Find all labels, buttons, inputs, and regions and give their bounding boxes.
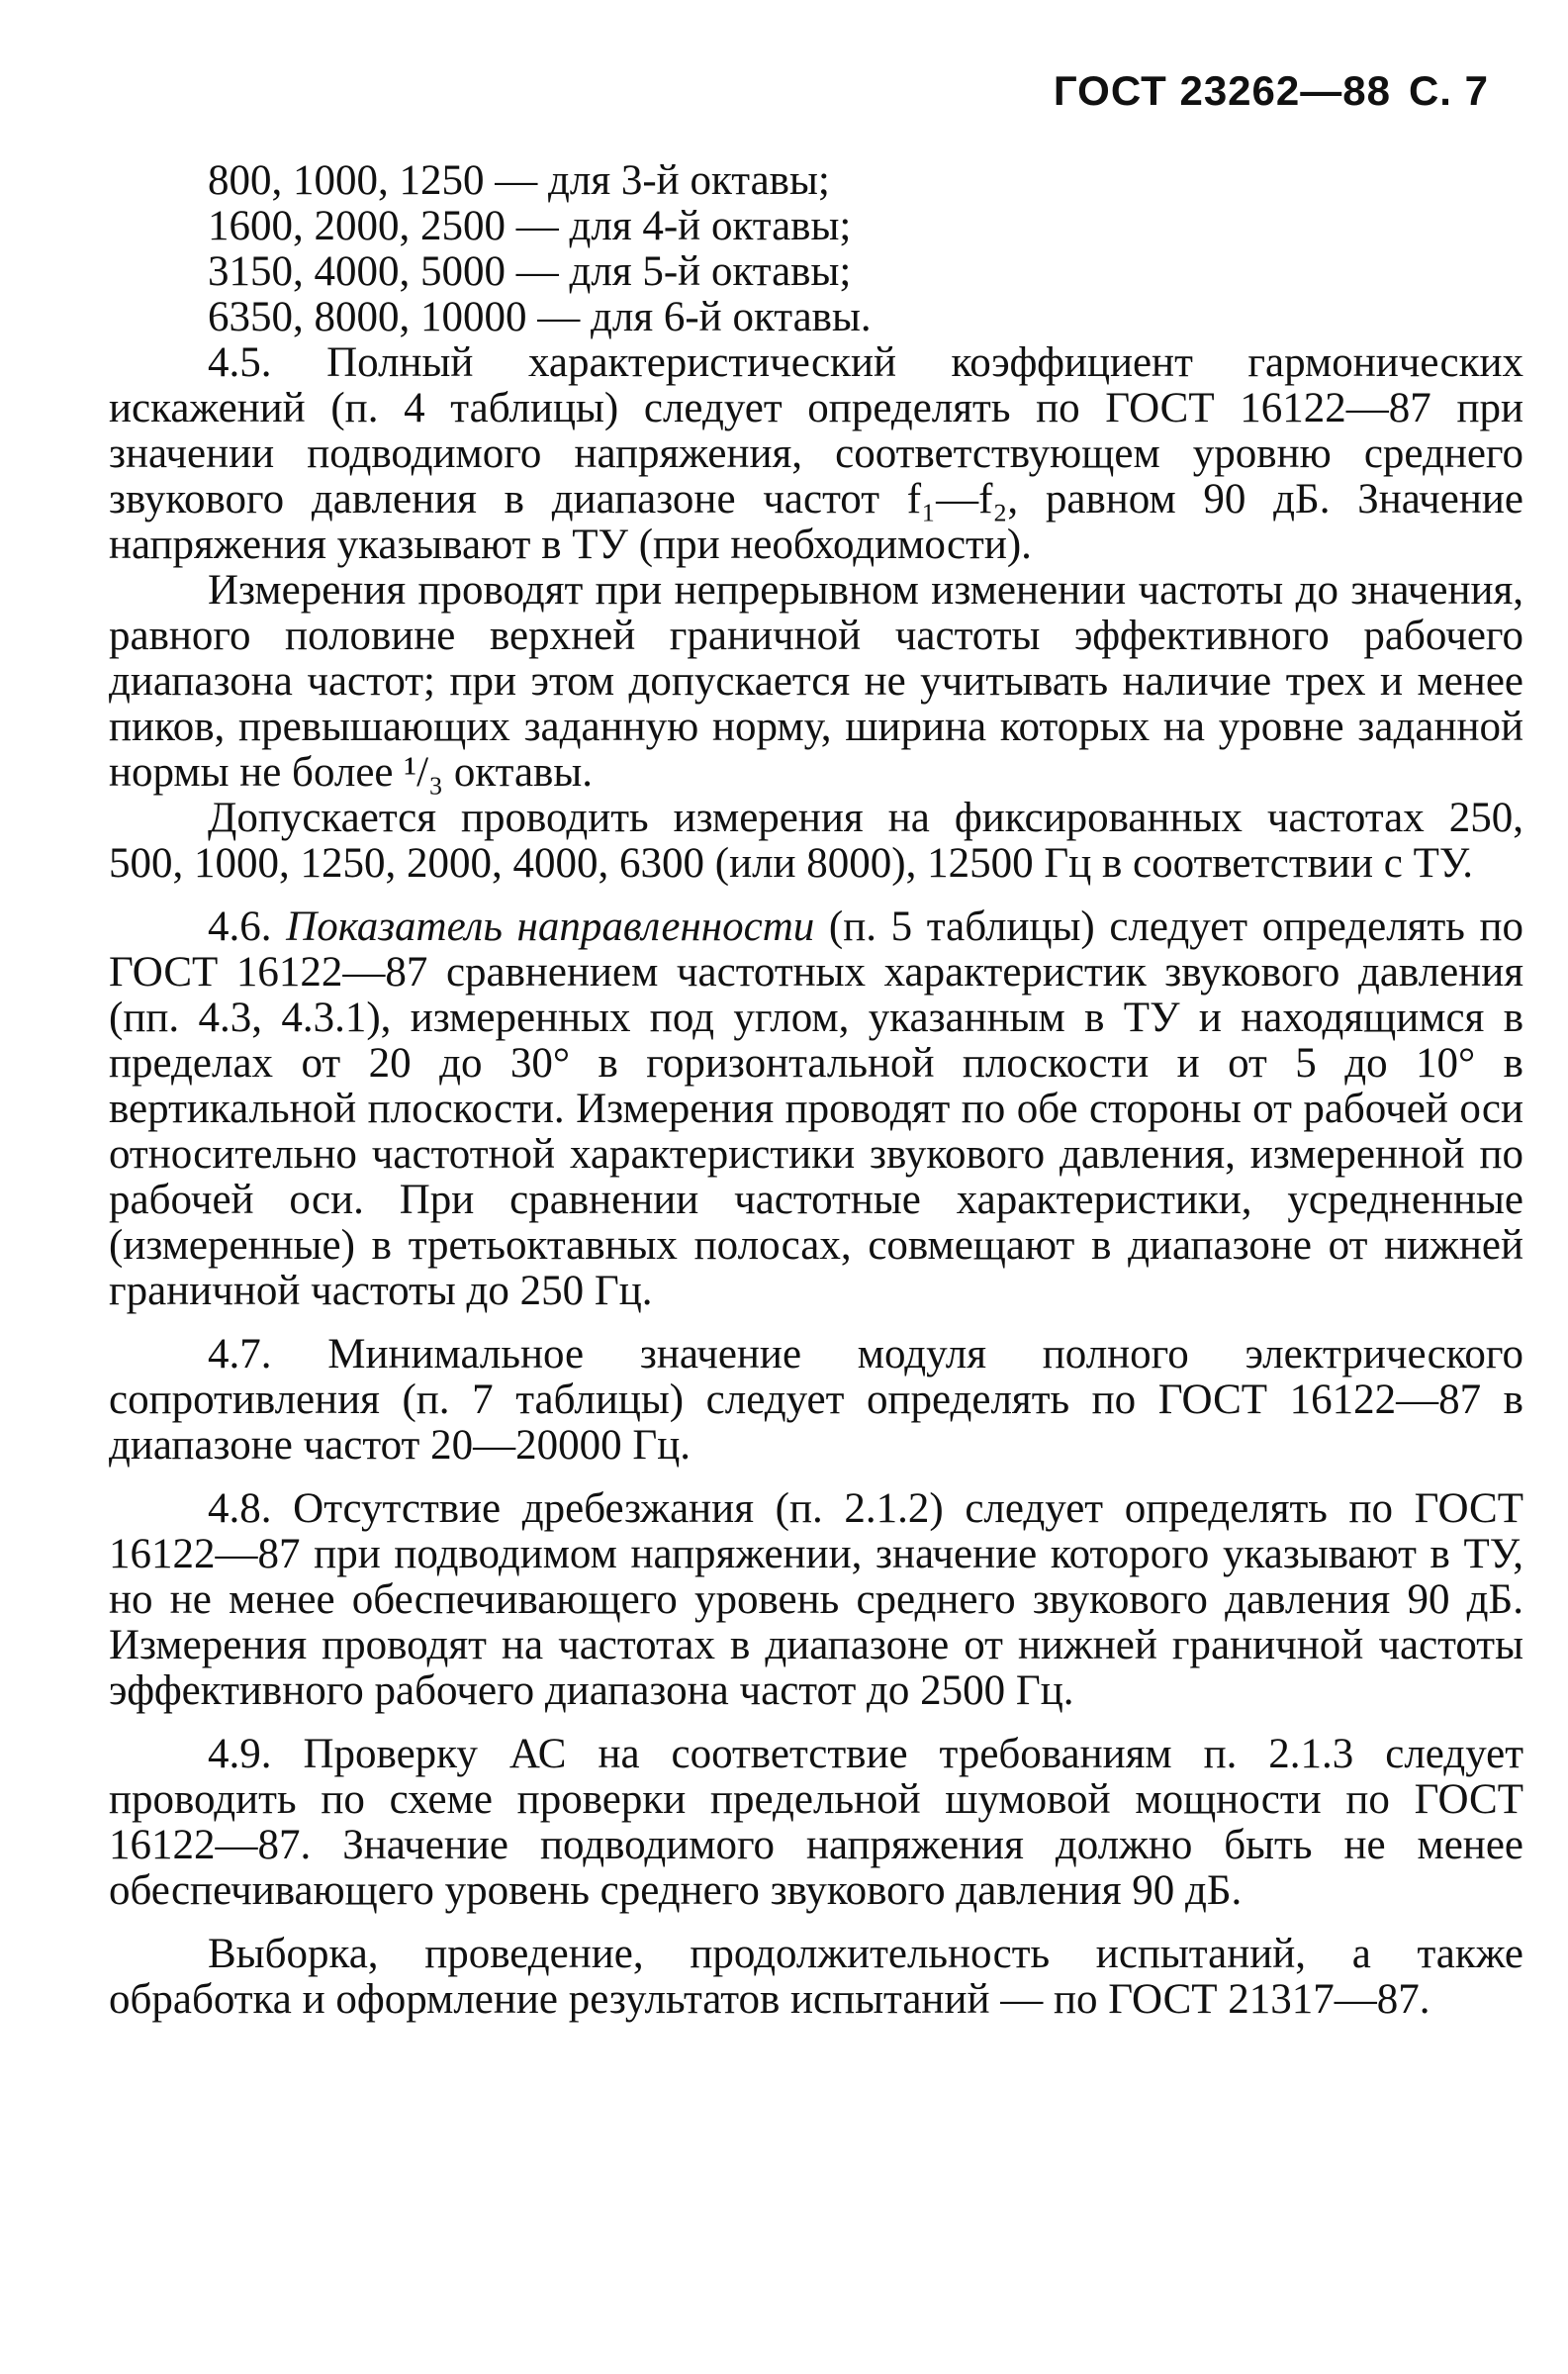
section-number: 4.6. <box>208 903 272 950</box>
section-4-5-text: Полный характеристический коэффициент гармонических искажений (п. 4 таблицы) следует определять по ГОСТ 16122—87 при значении подводимого напряжения, соответствующем уровню среднего звукового давления в диапазоне частот f₁—f₂, равном 90 дБ. Значение напряжения указывают в ТУ (при необходимости). <box>109 339 1523 568</box>
section-4-8: 4.8. Отсутствие дребезжания (п. 2.1.2) следует определять по ГОСТ 16122—87 при подводимом напряжении, значение которого указывают в ТУ, но не менее обеспечивающего уровень среднего звукового давления 90 дБ. Измерения проводят на частотах в диапазоне от нижней граничной частоты эффективного рабочего диапазона частот до 2500 Гц. <box>109 1485 1523 1714</box>
document-body <box>109 158 1523 2023</box>
frequency-line: 3150, 4000, 5000 — для 5-й октавы; <box>208 248 852 295</box>
section-term: Показатель направленности <box>286 903 815 950</box>
section-4-6 <box>109 904 1523 1314</box>
section-4-5 <box>109 340 1523 568</box>
page-header <box>1036 67 1489 115</box>
closing-paragraph: Выборка, проведение, продолжительность испытаний, а также обработка и оформление результатов испытаний — по ГОСТ 21317—87. <box>109 1931 1523 2023</box>
section-4-9: 4.9. Проверку АС на соответствие требованиям п. 2.1.3 следует проводить по схеме проверки предельной шумовой мощности по ГОСТ 16122—87. Значение подводимого напряжения должно быть не менее обеспечивающего уровень среднего звукового давления 90 дБ. <box>109 1731 1523 1914</box>
frequency-line: 1600, 2000, 2500 — для 4-й октавы; <box>208 203 852 249</box>
section-number: 4.5. <box>208 339 272 386</box>
section-4-6-text: (п. 5 таблицы) следует определять по ГОСТ 16122—87 сравнением частотных характеристик звукового давления (пп. 4.3, 4.3.1), измеренных под углом, указанным в ТУ и находящимся в пределах от 20 до 30° в горизонтальной плоскости и от 5 до 10° в вертикальной плоскости. Измерения проводят по обе стороны от рабочей оси относительно частотной характеристики звукового давления, измеренной по рабочей оси. При сравнении частотные характеристики, усредненные (измеренные) в третьоктавных полосах, совмещают в диапазоне от нижней граничной частоты до 250 Гц. <box>109 903 1524 1314</box>
section-4-5-paragraph-2: Измерения проводят при непрерывном изменении частоты до значения, равного половине верхней граничной частоты эффективного рабочего диапазона частот; при этом допускается не учитывать наличие трех и менее пиков, превышающих заданную норму, ширина которых на уровне заданной нормы не более ¹/₃ октавы. <box>109 567 1523 796</box>
section-4-5-paragraph-3: Допускается проводить измерения на фиксированных частотах 250, 500, 1000, 1250, 2000, 4000, 6300 (или 8000), 12500 Гц в соответствии с ТУ. <box>109 795 1523 887</box>
frequency-line: 6350, 8000, 10000 — для 6-й октавы. <box>208 294 872 340</box>
frequency-line: 800, 1000, 1250 — для 3-й октавы; <box>208 157 830 204</box>
standard-number: ГОСТ 23262—88 <box>1053 67 1391 114</box>
page-number: С. 7 <box>1408 67 1489 114</box>
section-4-7: 4.7. Минимальное значение модуля полного электрического сопротивления (п. 7 таблицы) следует определять по ГОСТ 16122—87 в диапазоне частот 20—20000 Гц. <box>109 1331 1523 1469</box>
